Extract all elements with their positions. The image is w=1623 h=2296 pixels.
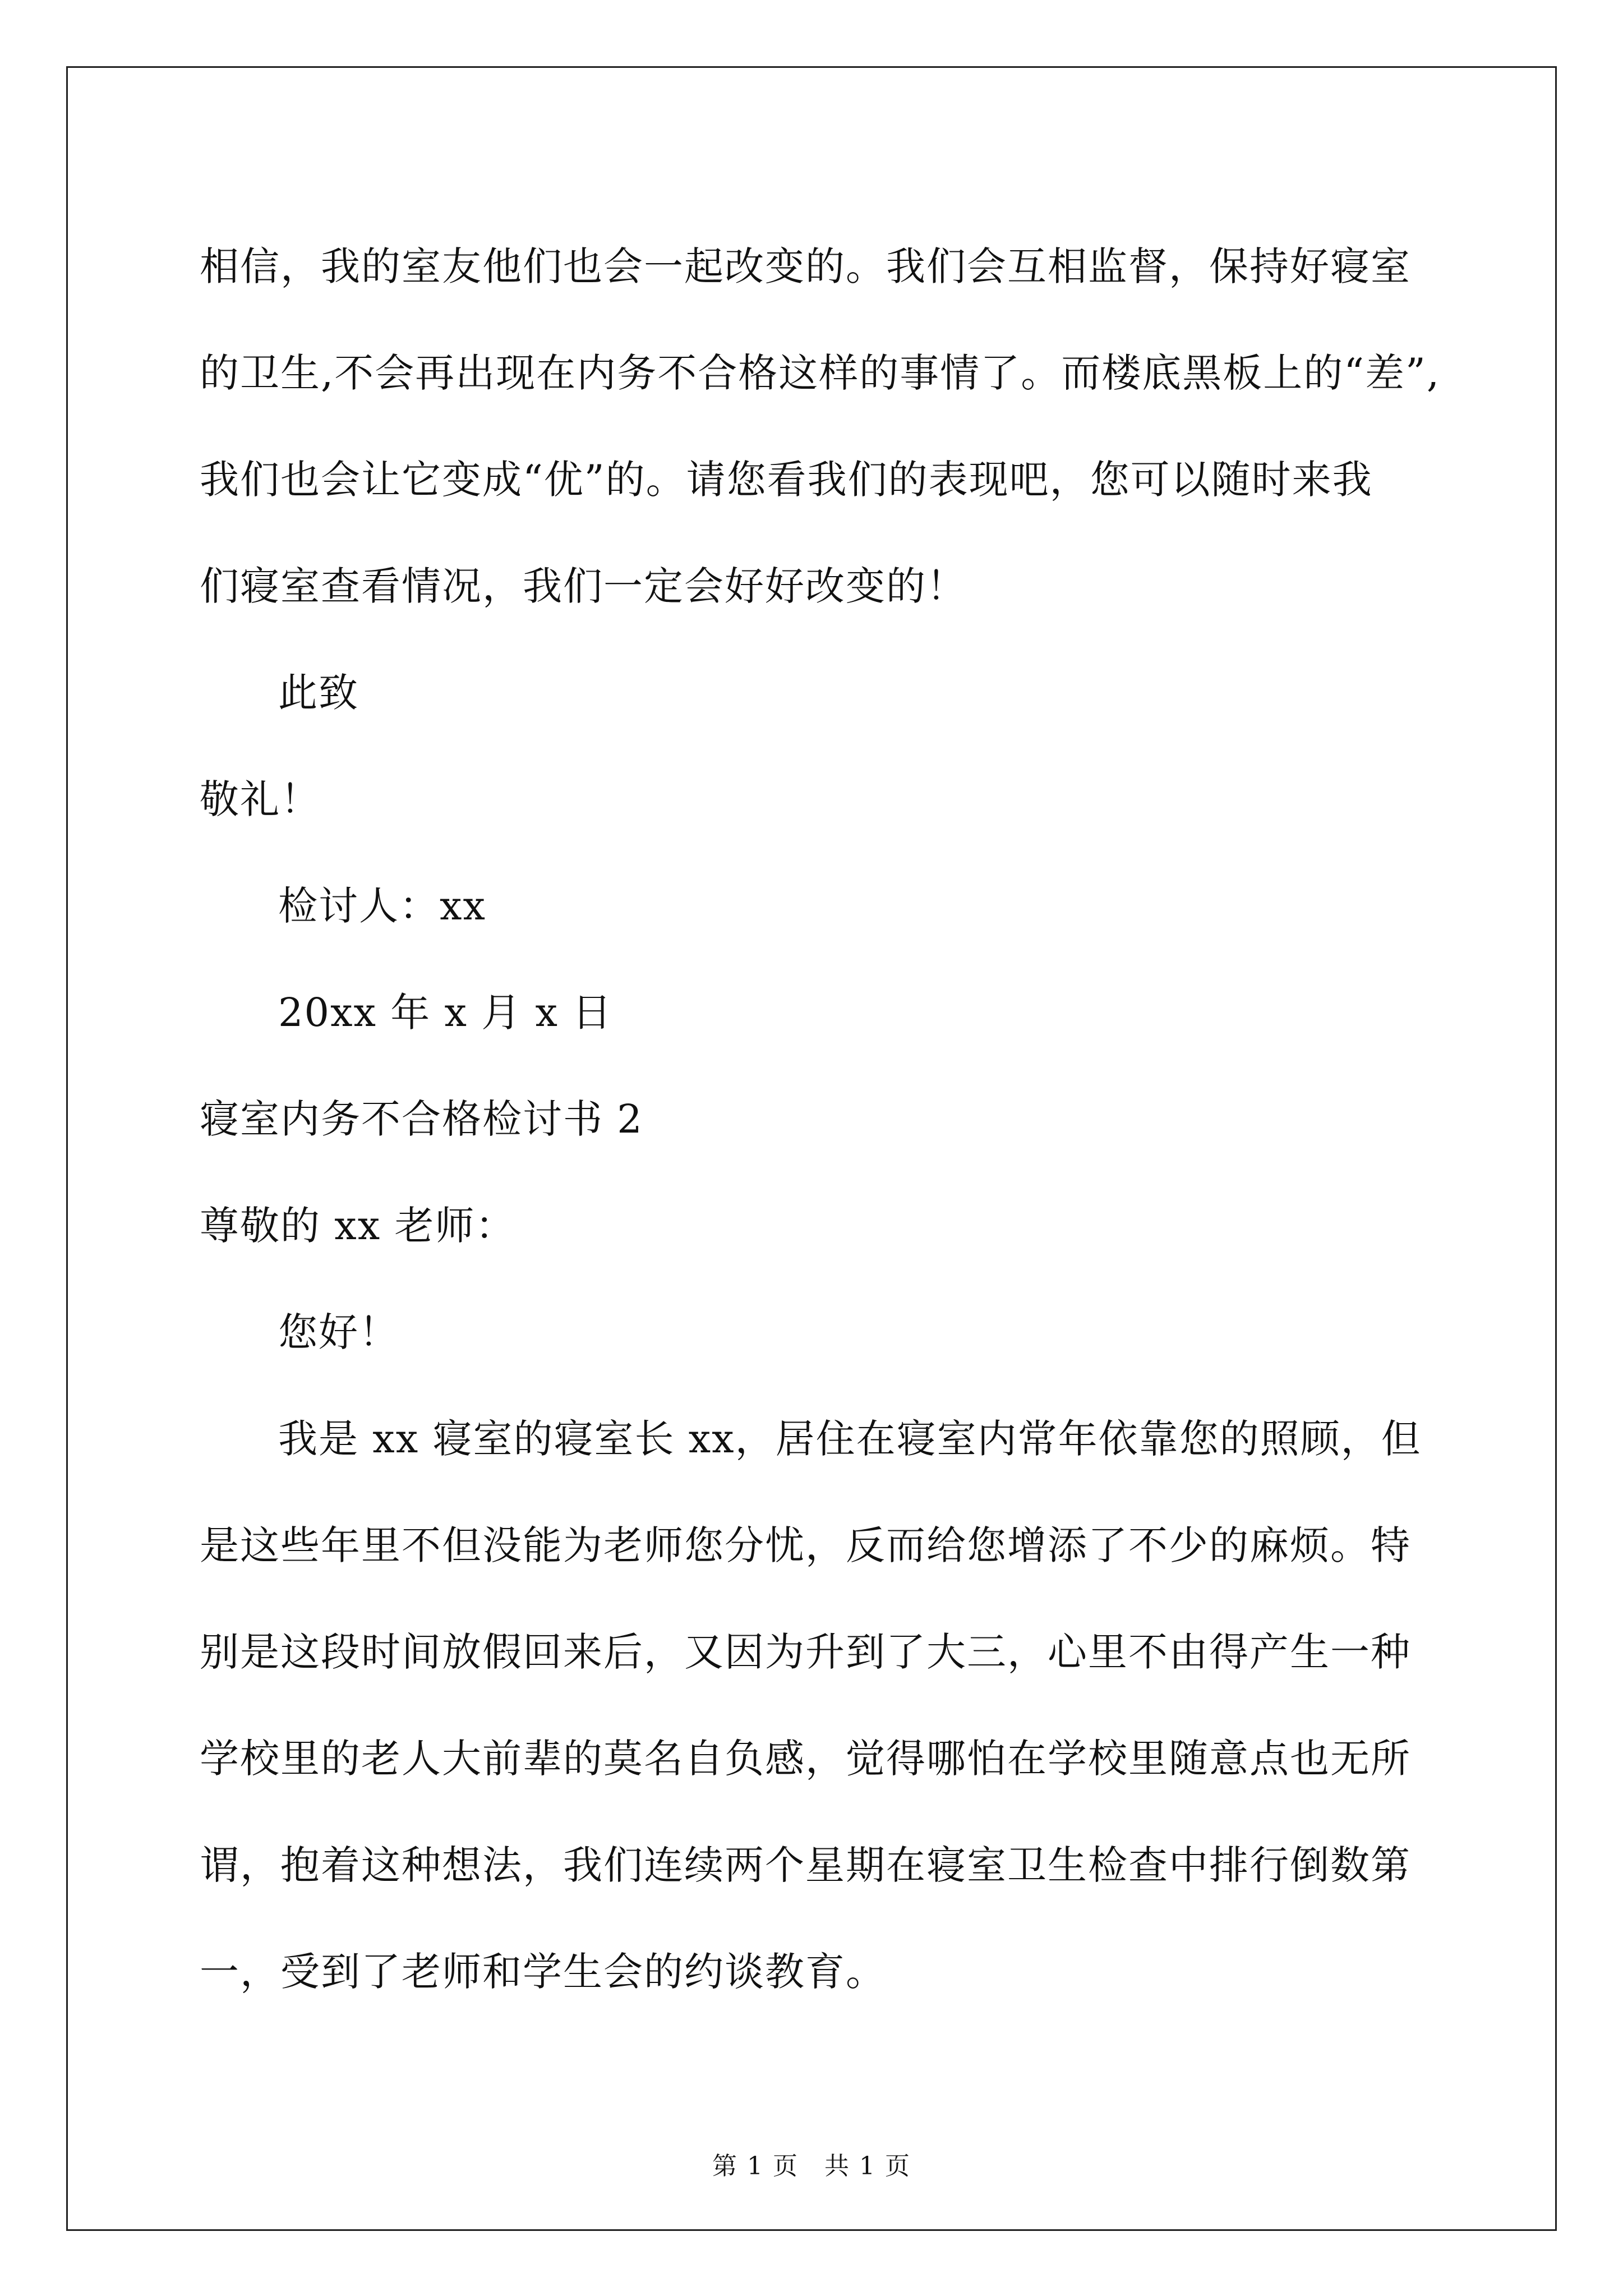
- text-line: 我们也会让它变成“优”的。请您看我们的表现吧，您可以随时来我: [200, 457, 1373, 503]
- text-line: 相信，我的室友他们也会一起改变的。我们会互相监督，保持好寝室: [200, 243, 1411, 289]
- text-line: 学校里的老人大前辈的莫名自负感，觉得哪怕在学校里随意点也无所: [200, 1736, 1411, 1782]
- document-body: [200, 213, 1467, 2025]
- closing-salutation: 此致: [278, 670, 359, 716]
- greeting-recipient: 尊敬的 xx 老师：: [200, 1203, 516, 1249]
- section-title: 寝室内务不合格检讨书 2: [200, 1096, 643, 1142]
- text-line: 的卫生,不会再出现在内务不合格这样的事情了。而楼底黑板上的“差”,: [200, 350, 1441, 396]
- page-footer: 第 1 页 共 1 页: [712, 2152, 911, 2180]
- text-line: 我是 xx 寝室的寝室长 xx，居住在寝室内常年依靠您的照顾，但: [278, 1416, 1422, 1462]
- signature-line: 检讨人：xx: [278, 883, 486, 929]
- closing-respect: 敬礼！: [200, 776, 321, 822]
- text-line: 谓，抱着这种想法，我们连续两个星期在寝室卫生检查中排行倒数第: [200, 1842, 1411, 1888]
- greeting: 您好！: [278, 1309, 399, 1355]
- text-line: 们寝室查看情况，我们一定会好好改变的！: [200, 563, 967, 609]
- text-line: 一，受到了老师和学生会的约谈教育。: [200, 1949, 886, 1995]
- text-line: 是这些年里不但没能为老师您分忧，反而给您增添了不少的麻烦。特: [200, 1522, 1411, 1568]
- text-line: 别是这段时间放假回来后，又因为升到了大三，心里不由得产生一种: [200, 1629, 1411, 1675]
- date-line: 20xx 年 x 月 x 日: [278, 990, 613, 1036]
